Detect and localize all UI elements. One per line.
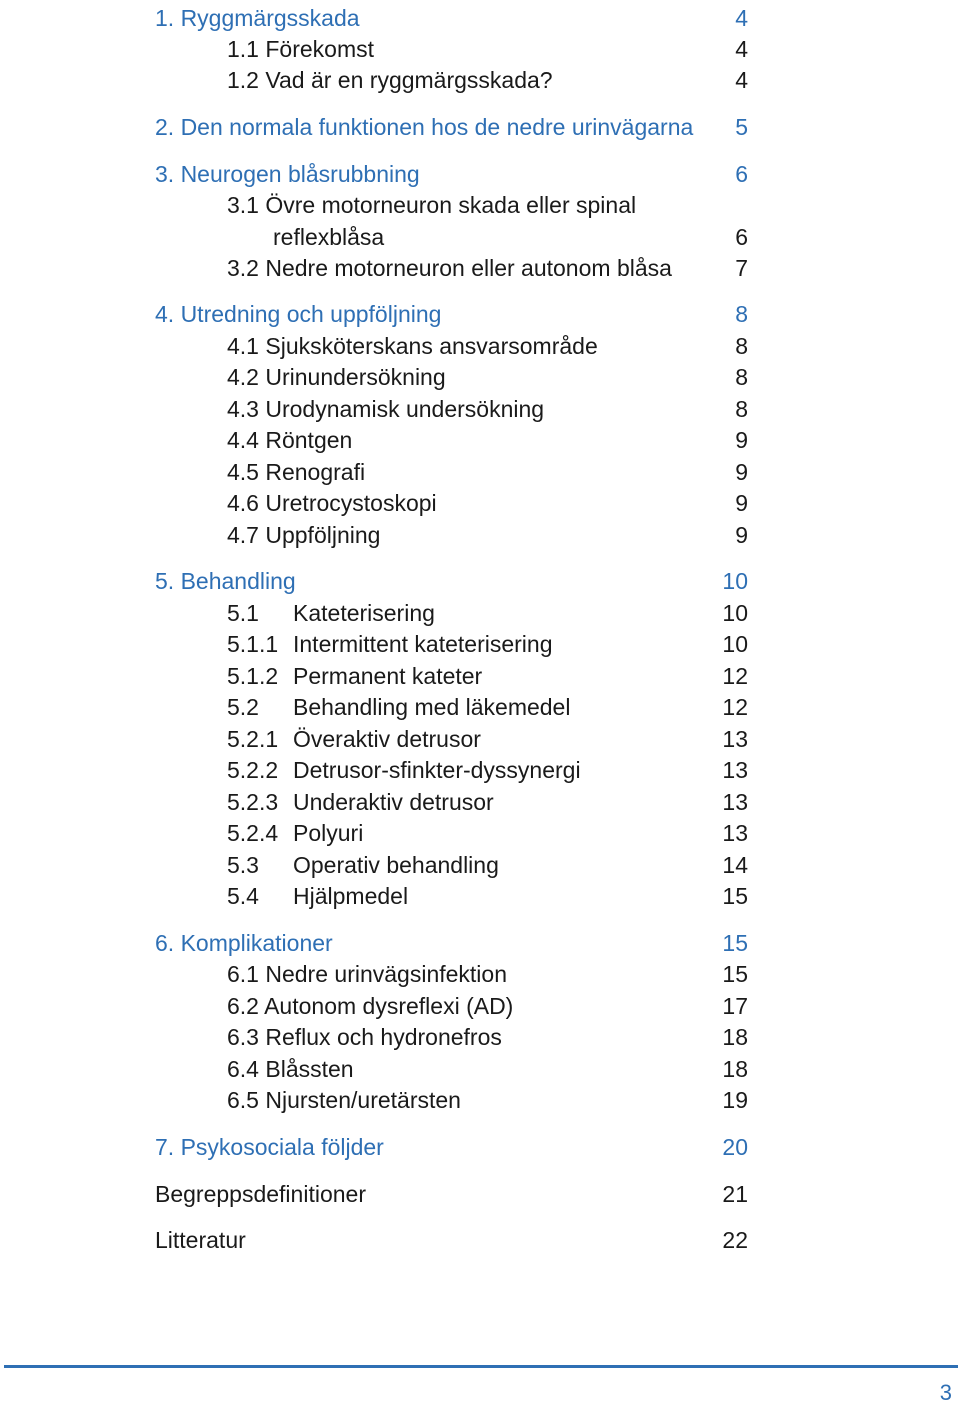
toc-entry-number: 5.2.3 (227, 789, 279, 815)
toc-section-5-1[interactable] (155, 598, 748, 628)
toc-entry-title: 6.2 Autonom dysreflexi (AD) (227, 993, 514, 1019)
toc-entry-page: 17 (722, 993, 748, 1019)
toc-entry-number: 5.2 (227, 694, 259, 720)
toc-entry-title: 4.5 Renografi (227, 459, 366, 485)
toc-entry-text: Behandling med läkemedel (293, 694, 571, 720)
toc-entry-page: 15 (722, 961, 748, 987)
toc-section-4-4[interactable] (155, 425, 748, 455)
toc-entry-text: Hjälpmedel (293, 883, 409, 909)
toc-entry-page: 14 (722, 852, 748, 878)
toc-entry-number: 5.1.2 (227, 663, 279, 689)
toc-entry-page: 15 (722, 930, 748, 956)
toc-chapter-4[interactable] (155, 299, 748, 329)
toc-entry-page: 4 (735, 67, 748, 93)
toc-section-5-2[interactable] (155, 692, 748, 722)
toc-entry-text: Permanent kateter (293, 663, 483, 689)
toc-entry-number: 5.2.2 (227, 757, 279, 783)
toc-entry-page: 4 (735, 36, 748, 62)
toc-entry-number: 5.4 (227, 883, 259, 909)
toc-entry-title (227, 692, 570, 722)
toc-entry-title: 6.5 Njursten/uretärsten (227, 1087, 461, 1113)
toc-entry-page: 10 (722, 600, 748, 626)
toc-chapter-2[interactable] (155, 112, 748, 142)
toc-chapter-1[interactable] (155, 3, 748, 33)
toc-entry-text: Intermittent kateterisering (293, 631, 553, 657)
toc-section-3-1-continued[interactable] (155, 222, 748, 252)
toc-section-1-2[interactable] (155, 65, 748, 95)
toc-entry-page: 22 (722, 1227, 748, 1253)
toc-section-6-3[interactable] (155, 1022, 748, 1052)
toc-entry-title: 1.1 Förekomst (227, 36, 374, 62)
toc-entry-page: 13 (722, 820, 748, 846)
toc-entry-title: 4.3 Urodynamisk undersökning (227, 396, 545, 422)
toc-entry-page: 13 (722, 757, 748, 783)
toc-section-3-2[interactable] (155, 253, 748, 283)
toc-definitions[interactable] (155, 1179, 748, 1209)
toc-entry-title: 3.2 Nedre motorneuron eller autonom blåsa (227, 255, 672, 281)
toc-entry-page: 18 (722, 1024, 748, 1050)
toc-chapter-5[interactable] (155, 566, 748, 596)
toc-entry-title: 3.1 Övre motorneuron skada eller spinal (227, 192, 637, 218)
toc-entry-page: 9 (735, 490, 748, 516)
toc-entry-page: 8 (735, 364, 748, 390)
toc-section-4-2[interactable] (155, 362, 748, 392)
toc-entry-text: Kateterisering (293, 600, 435, 626)
toc-entry-text: Överaktiv detrusor (293, 726, 481, 752)
toc-entry-title: 7. Psykosociala följder (155, 1134, 384, 1160)
toc-section-6-1[interactable] (155, 959, 748, 989)
toc-literature[interactable] (155, 1225, 748, 1255)
toc-entry-page: 9 (735, 427, 748, 453)
toc-entry-title: 6.1 Nedre urinvägsinfektion (227, 961, 507, 987)
toc-section-5-1-1[interactable] (155, 629, 748, 659)
toc-section-1-1[interactable] (155, 34, 748, 64)
toc-entry-title: Litteratur (155, 1227, 246, 1253)
toc-entry-title: reflexblåsa (273, 224, 385, 250)
toc-entry-page: 8 (735, 333, 748, 359)
toc-section-4-3[interactable] (155, 394, 748, 424)
toc-entry-title: Begreppsdefinitioner (155, 1181, 366, 1207)
toc-entry-number: 5.2.4 (227, 820, 279, 846)
toc-entry-title: 3. Neurogen blåsrubbning (155, 161, 420, 187)
toc-entry-title (227, 629, 553, 659)
toc-entry-title (227, 598, 435, 628)
toc-entry-page: 4 (735, 5, 748, 31)
toc-entry-title: 4.7 Uppföljning (227, 522, 381, 548)
toc-entry-title (227, 850, 499, 880)
toc-chapter-6[interactable] (155, 928, 748, 958)
toc-entry-title (227, 755, 581, 785)
toc-entry-title: 4.1 Sjuksköterskans ansvarsområde (227, 333, 598, 359)
toc-entry-title (227, 818, 363, 848)
toc-section-6-4[interactable] (155, 1054, 748, 1084)
toc-entry-page: 8 (735, 396, 748, 422)
toc-entry-title (227, 724, 481, 754)
toc-chapter-3[interactable] (155, 159, 748, 189)
toc-entry-page: 7 (735, 255, 748, 281)
toc-entry-page: 10 (722, 568, 748, 594)
toc-entry-page: 9 (735, 459, 748, 485)
page-number: 3 (939, 1380, 952, 1405)
toc-section-6-5[interactable] (155, 1085, 748, 1115)
toc-entry-title (227, 881, 408, 911)
toc-entry-text: Polyuri (293, 820, 364, 846)
toc-entry-number: 5.1 (227, 600, 259, 626)
toc-entry-text: Detrusor-sfinkter-dyssynergi (293, 757, 581, 783)
toc-entry-title: 1. Ryggmärgsskada (155, 5, 360, 31)
toc-section-4-7[interactable] (155, 520, 748, 550)
toc-entry-page: 6 (735, 224, 748, 250)
toc-entry-page: 8 (735, 301, 748, 327)
toc-section-5-4[interactable] (155, 881, 748, 911)
toc-entry-page: 10 (722, 631, 748, 657)
toc-entry-text: Underaktiv detrusor (293, 789, 494, 815)
toc-section-5-2-3[interactable] (155, 787, 748, 817)
toc-entry-page: 19 (722, 1087, 748, 1113)
toc-entry-title: 6.4 Blåssten (227, 1056, 354, 1082)
toc-entry-text: Operativ behandling (293, 852, 499, 878)
toc-section-4-6[interactable] (155, 488, 748, 518)
toc-entry-page: 6 (735, 161, 748, 187)
toc-entry-page: 12 (722, 663, 748, 689)
toc-section-5-2-1[interactable] (155, 724, 748, 754)
toc-entry-title (227, 787, 494, 817)
toc-entry-page: 15 (722, 883, 748, 909)
toc-entry-page: 21 (722, 1181, 748, 1207)
toc-entry-title: 2. Den normala funktionen hos de nedre urinvägarna (155, 114, 694, 140)
toc-section-5-3[interactable] (155, 850, 748, 880)
toc-entry-title: 6. Komplikationer (155, 930, 333, 956)
toc-entry-number: 5.2.1 (227, 726, 279, 752)
toc-entry-page: 13 (722, 726, 748, 752)
toc-entry-title (227, 661, 482, 691)
toc-chapter-7[interactable] (155, 1132, 748, 1162)
toc-section-5-2-2[interactable] (155, 755, 748, 785)
toc-section-6-2[interactable] (155, 991, 748, 1021)
toc-entry-title: 4.4 Röntgen (227, 427, 353, 453)
toc-section-5-1-2[interactable] (155, 661, 748, 691)
toc-entry-page: 18 (722, 1056, 748, 1082)
toc-entry-title: 5. Behandling (155, 568, 296, 594)
toc-section-4-1[interactable] (155, 331, 748, 361)
toc-entry-page: 5 (735, 114, 748, 140)
toc-entry-number: 5.3 (227, 852, 259, 878)
toc-section-5-2-4[interactable] (155, 818, 748, 848)
toc-section-4-5[interactable] (155, 457, 748, 487)
toc-entry-title: 1.2 Vad är en ryggmärgsskada? (227, 67, 553, 93)
footer-divider (4, 1365, 958, 1368)
toc-entry-page: 13 (722, 789, 748, 815)
toc-entry-page: 20 (722, 1134, 748, 1160)
toc-section-3-1[interactable] (155, 190, 748, 220)
toc-entry-title: 4. Utredning och uppföljning (155, 301, 442, 327)
toc-entry-number: 5.1.1 (227, 631, 279, 657)
toc-entry-title: 4.2 Urinundersökning (227, 364, 446, 390)
toc-entry-page: 9 (735, 522, 748, 548)
toc-entry-page: 12 (722, 694, 748, 720)
toc-entry-title: 6.3 Reflux och hydronefros (227, 1024, 502, 1050)
toc-entry-title: 4.6 Uretrocystoskopi (227, 490, 437, 516)
